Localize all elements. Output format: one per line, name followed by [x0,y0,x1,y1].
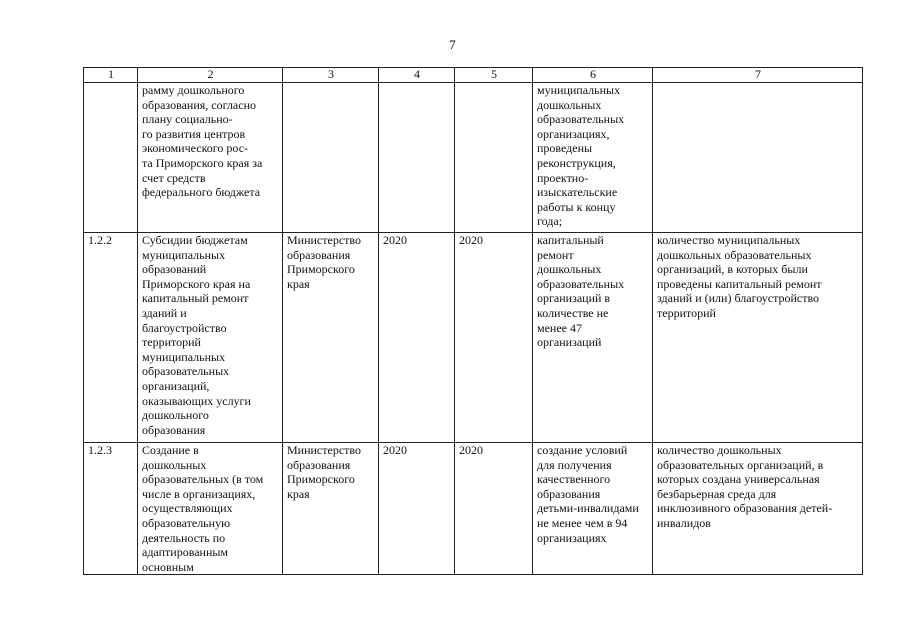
cell-expected-result [533,443,653,575]
cell-text-line: образований [142,262,207,277]
cell-text-line: Министерство [287,443,361,457]
page-number: 7 [449,37,456,52]
cell-text-line: образовательных [537,276,625,291]
cell-text-line: дошкольных образовательных [657,247,812,262]
cell-text-line: организаций, в которых были [657,262,808,277]
cell-text-line: капитальный ремонт [142,291,249,306]
cell-text-line: изыскательские [537,185,618,200]
program-table [83,67,863,575]
cell-text-line: адаптированным [142,545,229,560]
cell-text-line: муниципальных [537,83,621,97]
cell-end-year: 2020 [455,233,533,443]
cell-text-line: качественного [537,472,611,487]
column-header: 5 [455,68,533,83]
cell-end-year: 2020 [455,443,533,575]
cell-text-line: Приморского [287,472,355,487]
cell-text-line: счет средств [142,170,206,185]
cell-text-line: создание условий [537,443,628,457]
cell-text-line: числе в организациях, [142,486,256,501]
cell-text-line: муниципальных [142,349,226,364]
cell-text-line: та Приморского края за [142,155,263,170]
cell-text-line: го развития центров [142,126,246,141]
cell-text-line: Субсидии бюджетам [142,233,248,247]
cell-text-line: края [287,276,310,291]
cell-text-line: дошкольного [142,408,209,423]
cell-text-line: образования [537,486,601,501]
column-header: 3 [283,68,379,83]
cell-text-line: проектно- [537,170,589,185]
cell-text-line: федерального бюджета [142,185,261,200]
cell-text-line: дошкольных [537,262,602,277]
cell-text-line: инклюзивного образования детей- [657,501,833,516]
cell-text-line: образовательную [142,515,231,530]
cell-start-year: 2020 [379,443,455,575]
cell-start-year [379,83,455,233]
cell-expected-result [533,233,653,443]
cell-indicator-link [653,443,863,575]
table-row [84,233,863,443]
cell-text-line: плану социально- [142,112,233,127]
cell-text-line: рамму дошкольного [142,83,245,97]
cell-text-line: образовательных (в том [142,472,264,487]
column-header: 1 [84,68,138,83]
cell-text-line: образования [142,422,206,437]
cell-text-line: зданий и [142,305,187,320]
column-header: 7 [653,68,863,83]
cell-text-line: количестве не [537,305,609,320]
cell-text-line: капитальный [537,233,604,247]
cell-text-line: детьми-инвалидами [537,501,639,516]
cell-item-number: 1.2.3 [84,443,138,575]
cell-text-line: деятельность по [142,530,226,545]
cell-indicator-link [653,233,863,443]
cell-indicator-link [653,83,863,233]
cell-measure-name [138,443,283,575]
cell-text-line: количество муниципальных [657,233,801,247]
cell-text-line: организаций [537,335,602,350]
column-header: 2 [138,68,283,83]
column-header: 4 [379,68,455,83]
cell-text-line: организациях [537,530,607,545]
cell-text-line: количество дошкольных [657,443,782,457]
cell-measure-name [138,83,283,233]
cell-text-line: менее 47 [537,320,582,335]
cell-text-line: Приморского края на [142,276,251,291]
cell-text-line: экономического рос- [142,141,249,156]
cell-text-line: Приморского [287,262,355,277]
cell-text-line: проведены [537,141,593,156]
table-row [84,83,863,233]
cell-text-line: дошкольных [142,457,207,472]
table-header-row [84,68,863,83]
cell-text-line: организаций в [537,291,611,306]
cell-text-line: благоустройство [142,320,227,335]
cell-end-year [455,83,533,233]
cell-text-line: работы к концу [537,199,616,214]
cell-text-line: образовательных [537,112,625,127]
cell-text-line: образовательных [142,364,230,379]
cell-responsible-executor [283,83,379,233]
cell-text-line: муниципальных [142,247,226,262]
cell-responsible-executor [283,443,379,575]
cell-text-line: года; [537,214,563,229]
cell-text-line: образования, согласно [142,97,256,112]
cell-text-line: организациях, [537,126,610,141]
cell-text-line: проведены капитальный ремонт [657,276,822,291]
cell-text-line: Создание в [142,443,199,457]
cell-text-line: образования [287,457,351,472]
cell-text-line: безбарьерная среда для [657,486,777,501]
cell-responsible-executor [283,233,379,443]
cell-text-line: образования [287,247,351,262]
cell-measure-name [138,233,283,443]
cell-text-line: Министерство [287,233,361,247]
column-header: 6 [533,68,653,83]
cell-item-number: 1.2.2 [84,233,138,443]
cell-text-line: зданий и (или) благоустройство [657,291,820,306]
cell-text-line: осуществляющих [142,501,233,516]
cell-text-line: оказывающих услуги [142,393,251,408]
cell-text-line: реконструкция, [537,155,616,170]
cell-text-line: образовательных организаций, в [657,457,824,472]
cell-text-line: территорий [657,305,716,320]
cell-start-year: 2020 [379,233,455,443]
cell-text-line: края [287,486,310,501]
cell-text-line: инвалидов [657,515,711,530]
cell-expected-result [533,83,653,233]
cell-text-line: основным [142,559,194,574]
cell-text-line: не менее чем в 94 [537,515,628,530]
cell-text-line: для получения [537,457,612,472]
cell-text-line: территорий [142,335,201,350]
cell-item-number [84,83,138,233]
cell-text-line: ремонт [537,247,574,262]
table-row [84,443,863,575]
cell-text-line: организаций, [142,378,210,393]
cell-text-line: дошкольных [537,97,602,112]
cell-text-line: которых создана универсальная [657,472,820,487]
